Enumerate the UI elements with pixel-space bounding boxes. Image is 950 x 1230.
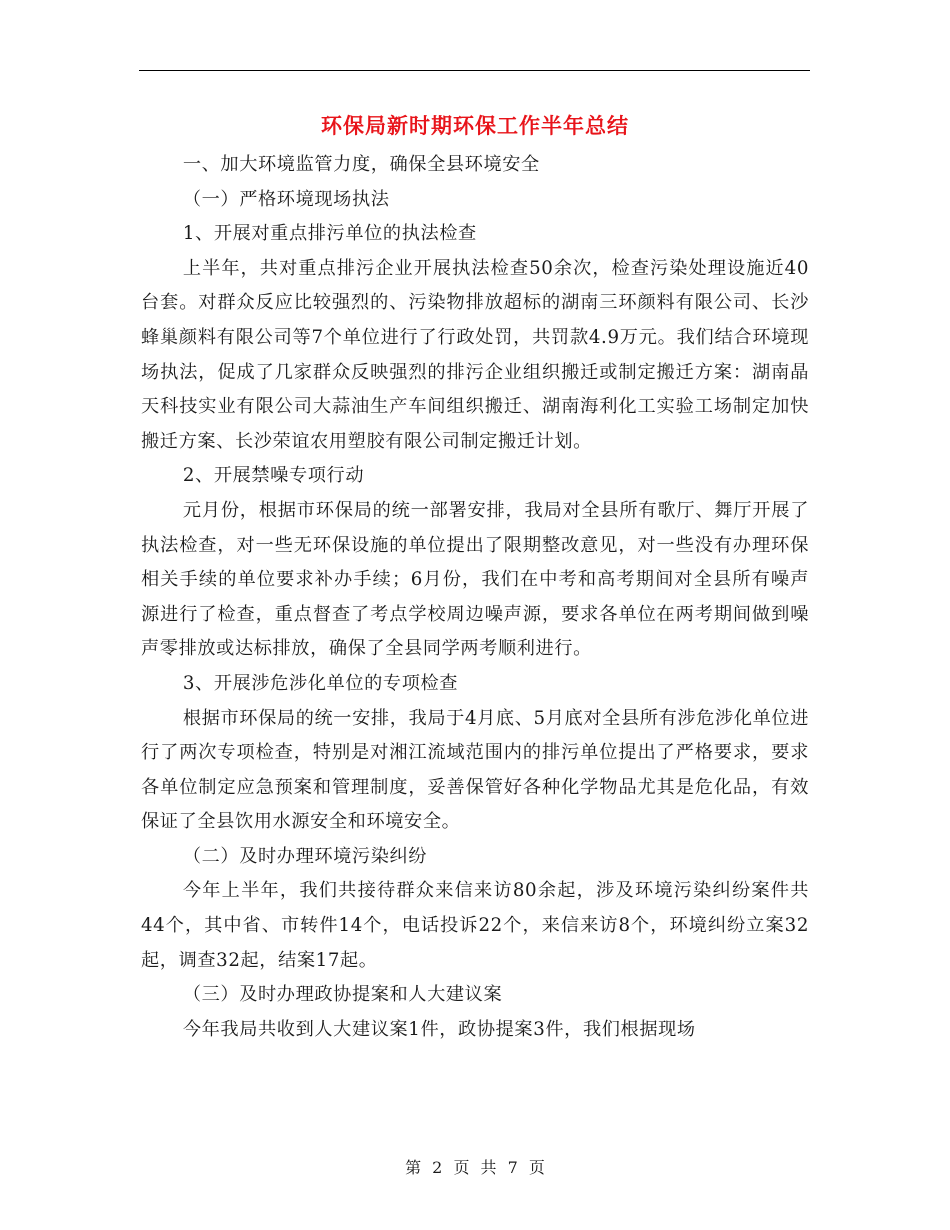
item-heading-2: 2、开展禁噪专项行动 [182,465,365,487]
subsection-heading-1: （一）严格环境现场执法 [182,188,390,210]
paragraph-noise: 元月份，根据市环保局的统一部署安排，我局对全县所有歌厅、舞厅开展了执法检查，对一些无环保设施的单位提出了限期整改意见，对一些没有办理环保相关手续的单位要求补办手续；6月份，我们在中考和高考期间对全县所有噪声源进行了检查，重点督查了考点学校周边噪声源，要求各单位在两考期间做到噪声零排放或达标排放，确保了全县同学两考顺利进行。 [141,499,809,660]
page-number: 第 2 页 共 7 页 [405,1158,545,1177]
paragraph-proposals: 今年我局共收到人大建议案1件，政协提案3件，我们根据现场 [182,1018,696,1040]
item-heading-1: 1、开展对重点排污单位的执法检查 [182,223,477,245]
header-rule [139,70,810,71]
subsection-heading-2: （二）及时办理环境污染纠纷 [182,845,428,867]
paragraph-enforcement: 上半年，共对重点排污企业开展执法检查50余次，检查污染处理设施近40台套。对群众反应比较强烈的、污染物排放超标的湖南三环颜料有限公司、长沙蜂巢颜料有限公司等7个单位进行了行政处罚，共罚款4.9万元。我们结合环境现场执法，促成了几家群众反映强烈的排污企业组织搬迁或制定搬迁方案：湖南晶天科技实业有限公司大蒜油生产车间组织搬迁、湖南海利化工实验工场制定加快搬迁方案、长沙荣谊农用塑胶有限公司制定搬迁计划。 [141,257,809,452]
section-heading-1: 一、加大环境监管力度，确保全县环境安全 [182,154,540,175]
document-body [141,148,809,1047]
subsection-heading-3: （三）及时办理政协提案和人大建议案 [182,984,503,1006]
item-heading-3: 3、开展涉危涉化单位的专项检查 [182,672,459,694]
paragraph-hazardous: 根据市环保局的统一安排，我局于4月底、5月底对全县所有涉危涉化单位进行了两次专项检查，特别是对湘江流域范围内的排污单位提出了严格要求，要求各单位制定应急预案和管理制度，妥善保管好各种化学物品尤其是危化品，有效保证了全县饮用水源安全和环境安全。 [141,707,809,833]
paragraph-disputes: 今年上半年，我们共接待群众来信来访80余起，涉及环境污染纠纷案件共44个，其中省、市转件14个，电话投诉22个，来信来访8个，环境纠纷立案32起，调查32起，结案17起。 [141,880,809,971]
document-title: 环保局新时期环保工作半年总结 [321,113,629,138]
